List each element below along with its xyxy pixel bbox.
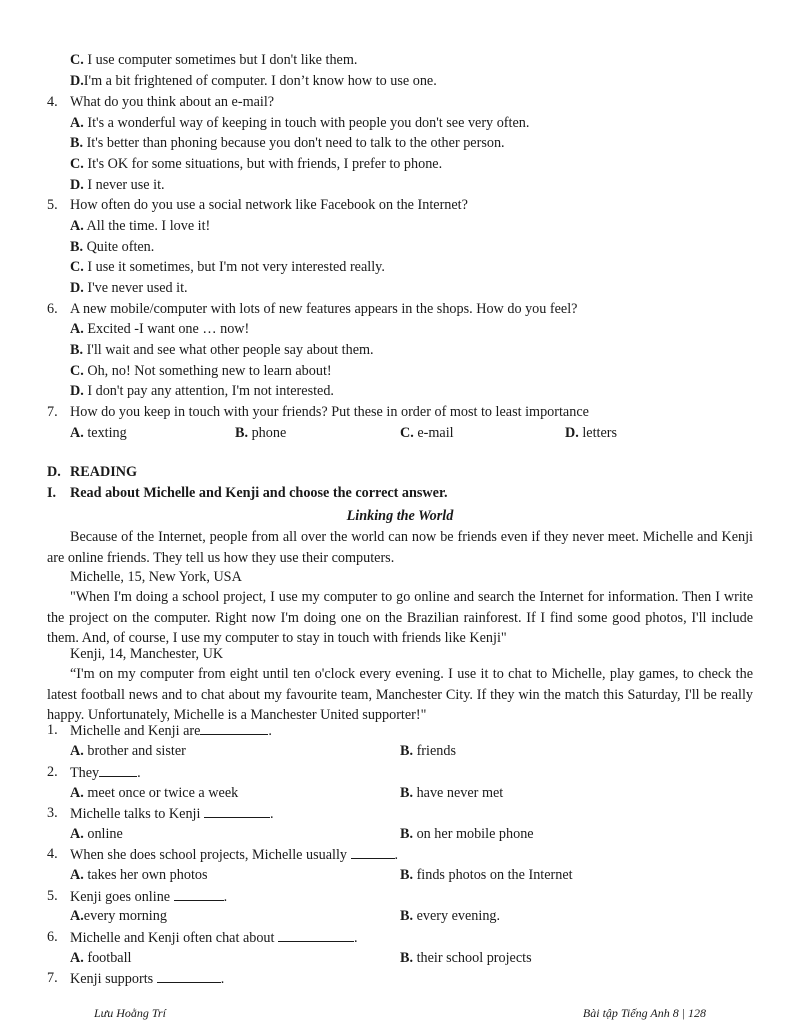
option-a: A. texting [70,425,127,441]
option-b: B. on her mobile phone [400,826,534,842]
question-number: 3. [47,805,58,821]
question-number: 4. [47,846,58,862]
question-text: Michelle talks to Kenji . [70,806,274,822]
question-text: A new mobile/computer with lots of new features appears in the shops. How do you feel? [70,301,578,317]
question-text: Michelle and Kenji are . [70,723,272,739]
option-b: B. It's better than phoning because you don't need to talk to the other person. [70,135,505,151]
option-d: D.I'm a bit frightened of computer. I don’t know how to use one. [70,73,437,89]
answer-blank[interactable] [278,929,354,942]
question-number: 4. [47,94,58,110]
answer-blank[interactable] [99,764,137,777]
kenji-paragraph: “I'm on my computer from eight until ten o'clock every evening. I use it to chat to Michelle, play games, to check the latest football news and to chat about my favourite team, Manchester City. If they win the match this Saturday, I'll be really happy. Unfortunately, Michelle is a Manchester United supporter!" [47,666,753,724]
option-a: A. online [70,826,123,842]
question-text: Kenji goes online . [70,889,228,905]
article-intro: Because of the Internet, people from all over the world can now be friends even if they never meet. Michelle and Kenji are online friends. They tell us how they use their computers. [47,529,753,566]
question-number: 7. [47,404,58,420]
option-b: B. their school projects [400,950,532,966]
question-number: 1. [47,722,58,738]
option-a: A. brother and sister [70,743,186,759]
option-d: D. I've never used it. [70,280,188,296]
option-a: A. It's a wonderful way of keeping in touch with people you don't see very often. [70,115,530,131]
michelle-label: Michelle, 15, New York, USA [70,569,242,585]
michelle-paragraph: "When I'm doing a school project, I use my computer to go online and search the Internet for information. Then I write the project on the computer. Right now I'm doing one on the Brazilian rainforest. If I find some good photos, I'll include them. And, of course, I use my computer to stay in touch with friends like Kenji" [47,589,753,647]
question-number: 2. [47,764,58,780]
option-d: D. I never use it. [70,177,165,193]
option-a: A. All the time. I love it! [70,218,211,234]
question-number: 5. [47,197,58,213]
answer-blank[interactable] [157,970,221,983]
footer-author: Lưu Hoằng Trí [94,1006,166,1020]
option-a: A. meet once or twice a week [70,785,239,801]
option-a: A. takes her own photos [70,867,208,883]
option-c: C. It's OK for some situations, but with friends, I prefer to phone. [70,156,443,172]
option-b: B. I'll wait and see what other people say about them. [70,342,374,358]
option-d: D. I don't pay any attention, I'm not interested. [70,383,334,399]
option-b: B. every evening. [400,908,501,924]
option-b: B. phone [235,425,287,441]
option-b: B. have never met [400,785,504,801]
option-b: B. Quite often. [70,239,155,255]
question-text: Michelle and Kenji often chat about . [70,930,358,946]
question-text: When she does school projects, Michelle usually . [70,847,399,863]
option-a: A.every morning [70,908,167,924]
kenji-label: Kenji, 14, Manchester, UK [70,646,224,662]
answer-blank[interactable] [174,888,224,901]
option-c: C. I use computer sometimes but I don't like them. [70,52,358,68]
option-a: A. football [70,950,132,966]
option-a: A. Excited -I want one … now! [70,321,250,337]
question-number: 5. [47,888,58,904]
section-title: READING [70,464,138,480]
task-number: I. [47,485,57,501]
question-number: 6. [47,301,58,317]
answer-blank[interactable] [351,846,395,859]
option-d: D. letters [565,425,618,441]
question-text: Kenji supports . [70,971,225,987]
question-number: 7. [47,970,58,986]
footer-page-info: Bài tập Tiếng Anh 8 | 128 [582,1006,706,1020]
option-c: C. e-mail [400,425,454,441]
answer-blank[interactable] [204,805,270,818]
section-letter: D. [47,464,61,480]
question-text: What do you think about an e-mail? [70,94,275,110]
question-text: How often do you use a social network like Facebook on the Internet? [70,197,468,213]
question-number: 6. [47,929,58,945]
question-text: How do you keep in touch with your friends? Put these in order of most to least importance [70,404,589,420]
option-b: B. friends [400,743,456,759]
task-instruction: Read about Michelle and Kenji and choose the correct answer. [70,485,448,501]
question-text: They . [70,765,141,781]
option-b: B. finds photos on the Internet [400,867,573,883]
option-c: C. I use it sometimes, but I'm not very interested really. [70,259,385,275]
article-title: Linking the World [346,508,454,524]
answer-blank[interactable] [200,722,268,735]
option-c: C. Oh, no! Not something new to learn about! [70,363,332,379]
